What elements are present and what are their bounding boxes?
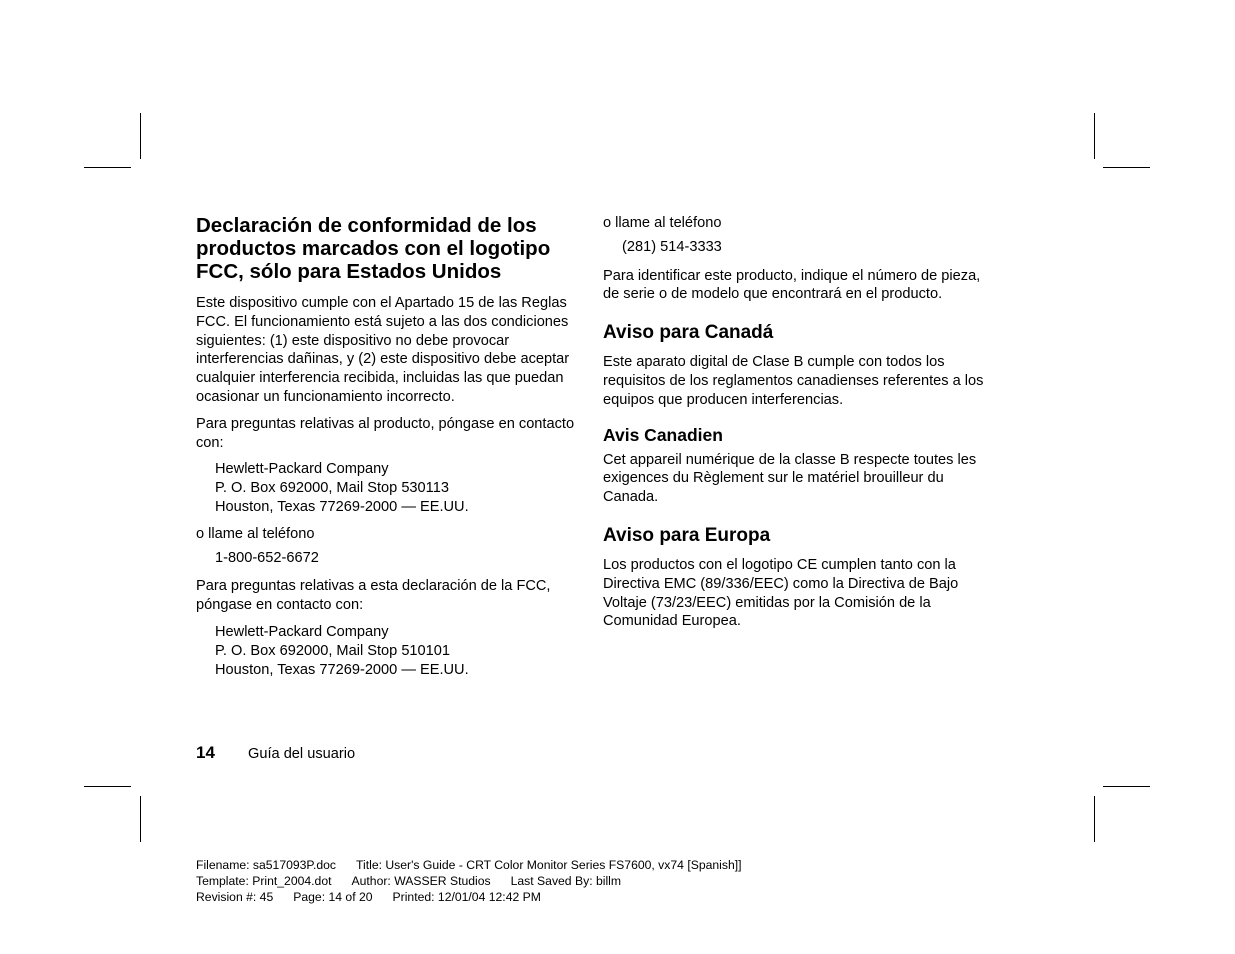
metadata-revision: Revision #: 45: [196, 890, 274, 904]
address-line: Hewlett-Packard Company: [215, 461, 389, 478]
europe-heading: Aviso para Europa: [603, 524, 771, 546]
crop-mark: [1094, 113, 1095, 159]
canada-text: Este aparato digital de Clase B cumple con todos los requisitos de los reglamentos canadienses referentes a los equipos que producen interferencias.: [603, 354, 984, 408]
address-line: Houston, Texas 77269-2000 — EE.UU.: [215, 661, 469, 678]
europe-text: Los productos con el logotipo CE cumplen tanto con la Directiva EMC (89/336/EEC) como la Directiva de Bajo Voltaje (73/23/EEC) emitidas por la Comisión de la Comunidad Europea.: [603, 556, 959, 630]
canada-heading: Aviso para Canadá: [603, 322, 774, 344]
avis-canadien-text: Cet appareil numérique de la classe B respecte toutes les exigences du Règlement sur le matériel brouilleur du Canada.: [603, 451, 977, 506]
fcc-compliance-text: Este dispositivo cumple con el Apartado 15 de las Reglas FCC. El funcionamiento está sujeto a las dos condiciones siguientes: (1) este dispositivo no debe provocar interferencias dañinas, y (2) este dispositivo debe aceptar cualquier interferencia recibida, incluidas las que puedan ocasionar un funcionamiento incorrecto.: [196, 295, 570, 405]
guide-title: Guía del usuario: [248, 746, 356, 762]
left-column: [196, 214, 581, 687]
identify-product-text: Para identificar este producto, indique el número de pieza, de serie o de modelo que encontrará en el producto.: [603, 267, 981, 303]
metadata-row: [196, 889, 762, 905]
crop-mark: [84, 786, 131, 787]
metadata-title: Title: User's Guide - CRT Color Monitor Series FS7600, vx74 [Spanish]]: [356, 858, 742, 872]
fcc-address: [215, 623, 581, 679]
product-questions-text: Para preguntas relativas al producto, póngase en contacto con:: [196, 415, 575, 451]
phone-number: 1-800-652-6672: [215, 549, 319, 566]
metadata-row: [196, 873, 762, 889]
metadata-author: Author: WASSER Studios: [351, 874, 491, 888]
address-line: P. O. Box 692000, Mail Stop 530113: [215, 480, 449, 497]
metadata-filename: Filename: sa517093P.doc: [196, 858, 337, 872]
metadata-page: Page: 14 of 20: [293, 890, 373, 904]
fcc-questions-text: Para preguntas relativas a esta declaración de la FCC, póngase en contacto con:: [196, 578, 551, 614]
page-footer: [196, 743, 355, 763]
avis-canadien-heading: Avis Canadien: [603, 424, 723, 445]
call-text: o llame al teléfono: [196, 525, 315, 542]
crop-mark: [140, 796, 141, 842]
metadata-saved-by: Last Saved By: billm: [510, 874, 622, 888]
crop-mark: [1103, 167, 1150, 168]
crop-mark: [1103, 786, 1150, 787]
address-line: Houston, Texas 77269-2000 — EE.UU.: [215, 498, 469, 515]
fcc-heading: Declaración de conformidad de los productos marcados con el logotipo FCC, sólo para Estados Unidos: [196, 214, 551, 283]
product-address: [215, 460, 581, 516]
phone-number: (281) 514-3333: [622, 238, 722, 255]
address-line: Hewlett-Packard Company: [215, 623, 389, 640]
crop-mark: [140, 113, 141, 159]
metadata-row: [196, 857, 762, 873]
metadata-template: Template: Print_2004.dot: [196, 874, 332, 888]
right-column: [603, 214, 988, 639]
crop-mark: [84, 167, 131, 168]
page-number: 14: [196, 743, 215, 762]
call-text: o llame al teléfono: [603, 215, 722, 231]
metadata-printed: Printed: 12/01/04 12:42 PM: [392, 890, 541, 904]
crop-mark: [1094, 796, 1095, 842]
address-line: P. O. Box 692000, Mail Stop 510101: [215, 642, 451, 659]
document-metadata: [196, 857, 762, 905]
